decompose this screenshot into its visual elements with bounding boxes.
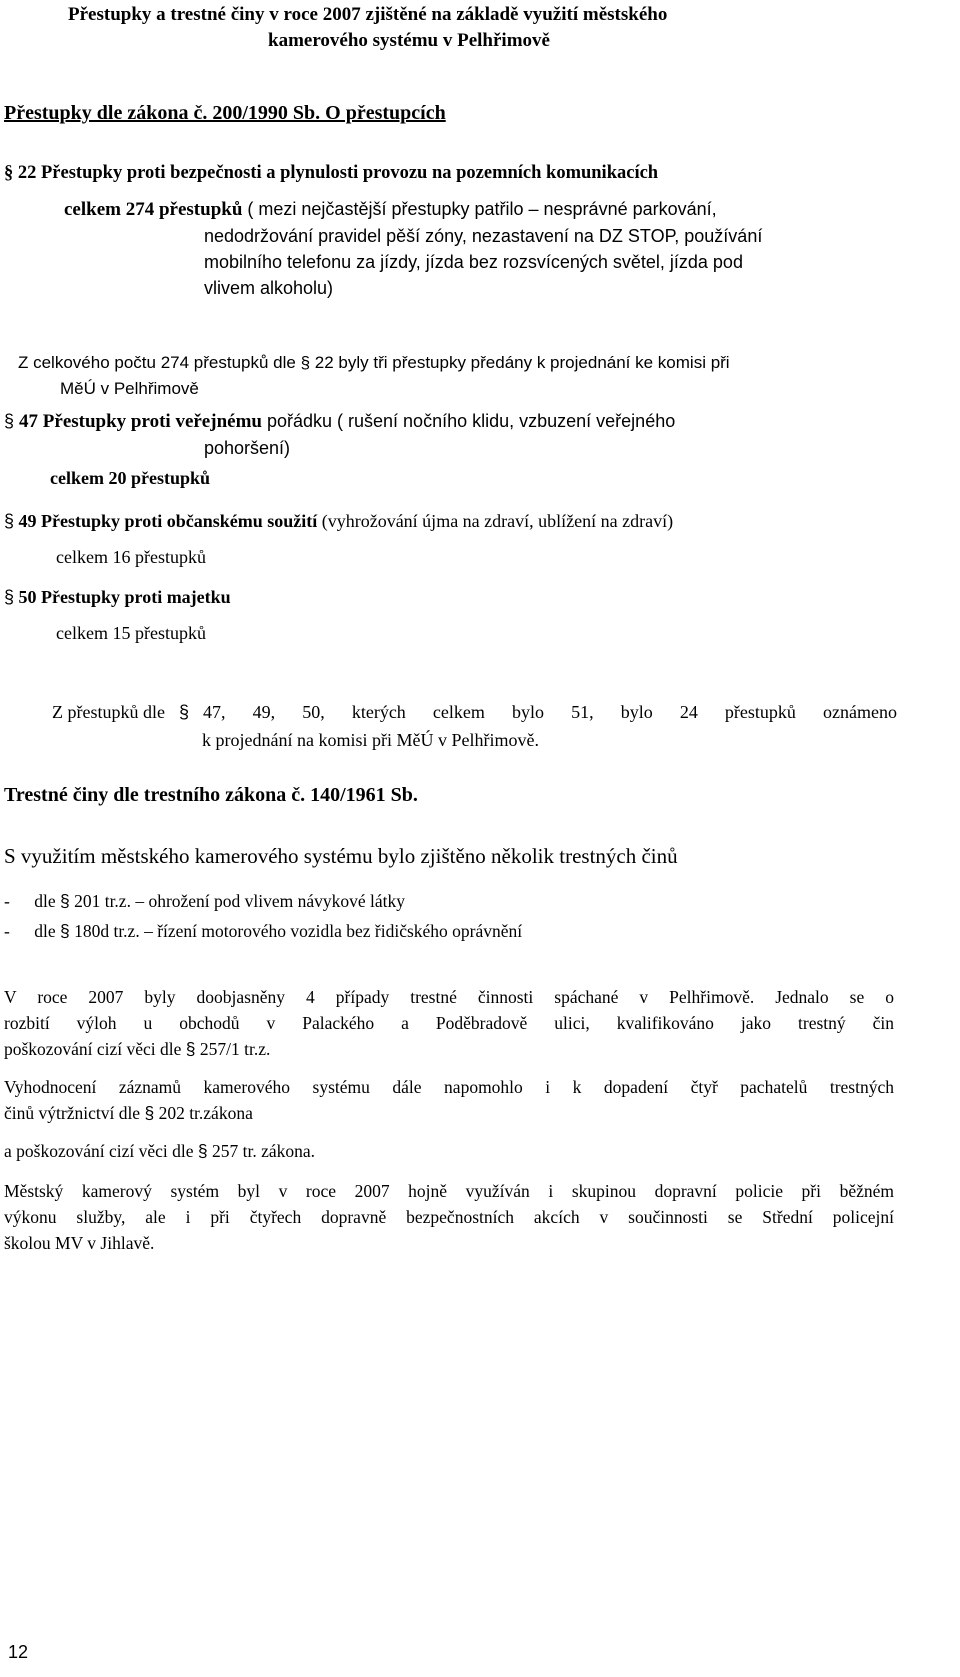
list-prefix: dle — [34, 891, 56, 911]
paragraph-3 — [4, 1138, 315, 1164]
referral22-text-3: MěÚ v Pelhřimově — [60, 379, 199, 398]
section-symbol: § — [59, 921, 70, 941]
sec49-heading-rest: (vyhrožování újma na zdraví, ublížení na zdraví) — [317, 511, 674, 531]
list-item — [4, 916, 522, 946]
sec22-total: celkem 274 přestupků — [64, 199, 243, 220]
list-prefix: dle — [34, 921, 56, 941]
page-title — [68, 2, 667, 54]
sec49-block — [4, 508, 673, 570]
section-symbol: § — [144, 1103, 155, 1123]
list-dash: - — [4, 891, 10, 911]
paragraph-2-line-2a: činů výtržnictví dle — [4, 1103, 141, 1123]
sec22-details-line1: ( mezi nejčastější přestupky patřilo – nesprávné parkování, — [242, 199, 717, 219]
paragraph-1-line-1: V roce 2007 byly doobjasněny 4 případy trestné činnosti spáchané v Pelhřimově. Jednalo se o — [4, 987, 894, 1007]
sec49-total: celkem 16 přestupků — [56, 547, 206, 567]
paragraph-1-line-2: rozbití výloh u obchodů v Palackého a Poděbradově ulici, kvalifikováno jako trestný čin — [4, 1013, 894, 1033]
paragraph-1-line-3a: poškozování cizí věci dle — [4, 1039, 182, 1059]
sec50-heading: 50 Přestupky proti majetku — [18, 587, 231, 607]
section-symbol: § — [178, 702, 189, 722]
referral22-text-1: Z celkového počtu 274 přestupků dle — [18, 353, 296, 372]
section-symbol: § — [185, 1039, 196, 1059]
sec22-heading — [4, 160, 658, 186]
crimes-list — [4, 886, 522, 946]
sec22-details-line3: mobilního telefonu za jízdy, jízda bez rozsvícených světel, jízda pod — [204, 252, 743, 272]
sec22-details-line4: vlivem alkoholu) — [204, 278, 334, 298]
crimes-intro: S využitím městského kamerového systému bylo zjištěno několik trestných činů — [4, 844, 678, 868]
sec22-details — [64, 196, 762, 301]
paragraph-2-line-1: Vyhodnocení záznamů kamerového systému dále napomohlo i k dopadení čtyř pachatelů trestných — [4, 1077, 894, 1097]
section-symbol: § — [197, 1141, 208, 1161]
paragraph-4-line-3: školou MV v Jihlavě. — [4, 1233, 155, 1253]
paragraph-4-line-1: Městský kamerový systém byl v roce 2007 hojně využíván i skupinou dopravní policie při běžném — [4, 1181, 894, 1201]
section-symbol: § — [4, 511, 15, 531]
referral-other-text-3: k projednání na komisi při MěÚ v Pelhřimově. — [202, 730, 539, 750]
sec47-heading-rest: pořádku ( rušení nočního klidu, vzbuzení veřejného — [261, 411, 676, 431]
sec50-total: celkem 15 přestupků — [56, 623, 206, 643]
sec47-line2: pohoršení) — [204, 438, 291, 458]
paragraph-2 — [4, 1074, 894, 1126]
list-text: 180d tr.z. – řízení motorového vozidla bez řidičského oprávnění — [74, 921, 523, 941]
referral-other — [52, 698, 897, 754]
section-symbol: § — [300, 353, 311, 372]
section-symbol: § — [4, 411, 15, 431]
sec50-block — [4, 584, 231, 646]
misdemeanors-heading: Přestupky dle zákona č. 200/1990 Sb. O přestupcích — [4, 102, 446, 124]
referral-other-text-2: 47, 49, 50, kterých celkem bylo 51, bylo 24 přestupků oznámeno — [203, 702, 897, 722]
page-number: 12 — [8, 1642, 29, 1662]
paragraph-2-line-2b: 202 tr.zákona — [158, 1103, 253, 1123]
section-symbol: § — [4, 587, 15, 607]
paragraph-3-text-a: a poškozování cizí věci dle — [4, 1141, 194, 1161]
paragraph-3-text-b: 257 tr. zákona. — [212, 1141, 316, 1161]
paragraph-4-line-2: výkonu služby, ale i při čtyřech dopravně bezpečnostních akcích v součinnosti se Střední policejní — [4, 1207, 894, 1227]
sec22-details-line2: nedodržování pravidel pěší zóny, nezastavení na DZ STOP, používání — [204, 226, 763, 246]
crimes-heading: Trestné činy dle trestního zákona č. 140/1961 Sb. — [4, 784, 418, 806]
section-symbol: § — [4, 163, 14, 183]
title-line-1: Přestupky a trestné činy v roce 2007 zjištěné na základě využití městského — [68, 4, 668, 25]
sec47-total: celkem 20 přestupků — [50, 468, 211, 488]
paragraph-4 — [4, 1178, 894, 1256]
list-dash: - — [4, 921, 10, 941]
referral-other-text-1: Z přestupků dle — [52, 702, 165, 722]
list-item — [4, 886, 522, 916]
paragraph-1-line-3b: 257/1 tr.z. — [199, 1039, 271, 1059]
section-symbol: § — [59, 891, 70, 911]
title-line-2: kamerového systému v Pelhřimově — [268, 30, 550, 51]
sec47-heading: 47 Přestupky proti veřejnému — [19, 411, 262, 432]
sec22-referral — [18, 350, 730, 402]
sec22-heading-text: 22 Přestupky proti bezpečnosti a plynulosti provozu na pozemních komunikacích — [17, 163, 659, 183]
sec49-heading: 49 Přestupky proti občanskému soužití — [18, 511, 318, 531]
list-text: 201 tr.z. – ohrožení pod vlivem návykové látky — [74, 891, 406, 911]
referral22-text-2: 22 byly tři přestupky předány k projednání ke komisi při — [314, 353, 730, 372]
paragraph-1 — [4, 984, 894, 1062]
sec47-block — [4, 408, 675, 491]
